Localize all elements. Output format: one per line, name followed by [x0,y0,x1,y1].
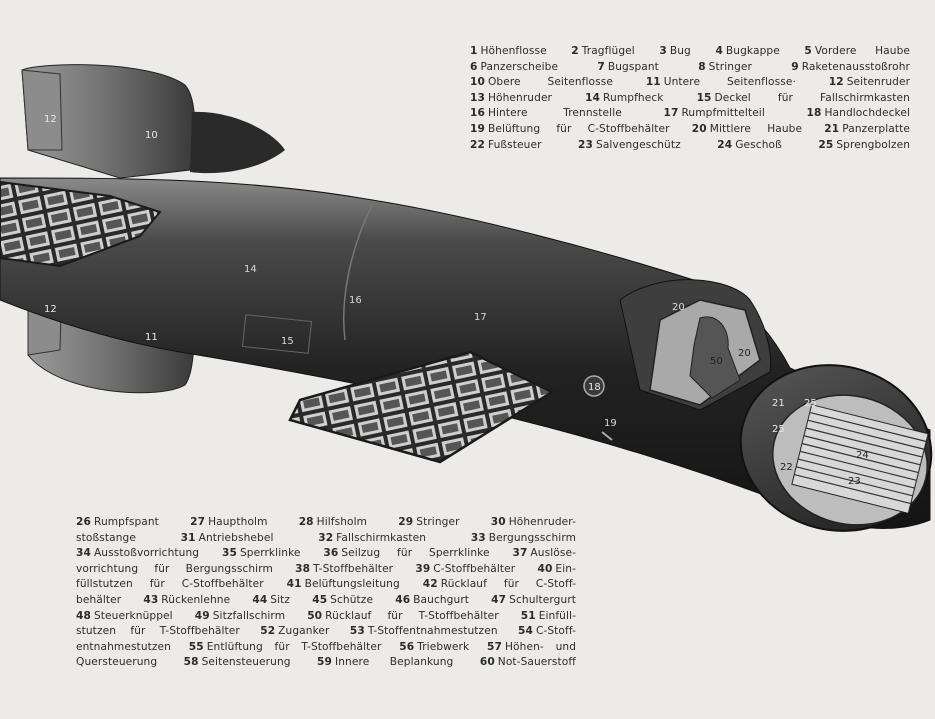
legend-number: 45 [312,593,328,606]
legend-number: 8 [698,60,706,73]
legend-number: 21 [824,122,840,135]
legend-number: 1 [470,45,478,57]
legend-term: Deckel für Fallschirmkasten [714,91,910,104]
legend-number: 30 [490,516,506,528]
legend-entry [287,578,400,590]
part-label: 14 [244,264,257,275]
legend-entry [312,594,373,606]
legend-entry [76,563,273,575]
legend-entry [491,516,576,528]
legend-entry [317,656,453,668]
legend-number: 44 [252,593,268,606]
legend-entry [76,516,159,528]
legend-number: 27 [190,516,206,528]
legend-entry [323,547,489,559]
legend-entry [143,594,230,606]
legend-row [76,546,576,562]
legend-number: 60 [479,656,495,669]
legend-entry [470,92,552,104]
legend-term: Sperrklinke [239,547,301,560]
legend-term: Belüftung für C-Stoffbehälter [487,122,670,135]
part-label: 18 [588,382,601,393]
legend-term: Handlochdeckel [824,107,911,120]
legend-term: Bug [669,45,691,57]
legend-term: Hauptholm [208,516,268,528]
legend-number: 55 [188,640,204,653]
legend-number: 26 [76,516,91,528]
legend-entry [307,610,498,622]
legend-row [76,624,576,640]
legend-number: 40 [537,562,553,575]
legend-number: 51 [520,609,536,622]
legend-number: 54 [517,625,533,638]
legend-term: Bugspant [607,60,659,73]
legend-number: 16 [470,107,485,120]
legend-number: 36 [323,547,339,560]
legend-number: 43 [143,593,159,606]
legend-number: 11 [645,76,661,89]
legend-term: Bauchgurt [413,593,470,606]
legend-entry [571,45,635,57]
legend-number: 14 [585,91,601,104]
legend-entry [184,656,291,668]
legend-number: 29 [398,516,414,528]
legend-entry [471,532,576,544]
legend-term: Rücklauf für C-Stoff- [440,578,576,591]
part-label: 20 [738,348,751,359]
legend-term: Innere Beplankung [335,656,454,669]
legend-entry [181,532,274,544]
legend-number: 32 [318,531,334,544]
legend-entry [76,656,157,668]
legend-entry [189,641,382,653]
legend-number: 39 [415,562,431,575]
legend-term: Seitenruder [846,76,911,89]
legend-term: Mittlere Haube [709,122,803,135]
legend-term: Rumpfspant [93,516,159,528]
legend-number: 9 [791,60,799,73]
legend-term: Raketenausstoßrohr [801,60,910,73]
legend-entry [480,656,576,668]
legend-row [470,44,910,60]
legend-term: T-Stoffbehälter [313,562,394,575]
legend-number: 2 [571,45,579,57]
legend-term: entnahmestutzen [76,640,171,653]
part-label: 11 [145,332,158,343]
part-label: 15 [281,336,294,347]
legend-entry [299,516,367,528]
legend-entry [470,45,547,57]
legend-number: 24 [717,138,733,151]
legend-term: Entlüftung für T-Stoffbehälter [206,640,382,653]
legend-entry [717,139,782,151]
legend-entry [692,123,802,135]
legend-row [470,75,910,91]
legend-entry [521,610,576,622]
part-label: 17 [474,312,487,323]
legend-term: Rückenlehne [161,593,231,606]
legend-number: 53 [349,625,365,638]
legend-term: C-Stoff- [535,625,577,638]
legend-number: 59 [317,656,332,669]
legend-term: Seilzug für Sperrklinke [341,547,490,560]
legend-entry [76,532,136,544]
legend-term: behälter [76,593,122,606]
legend-term: Antriebshebel [198,531,274,544]
legend-row [470,60,910,76]
legend-term: Panzerplatte [842,122,910,135]
legend-term: Hintere Trennstelle [487,107,622,120]
legend-term: Triebwerk [417,640,470,653]
legend-entry [470,139,542,151]
legend-term: Belüftungsleitung [304,578,400,591]
legend-entry [470,76,613,88]
legend-entry [470,123,670,135]
legend-term: Rücklauf für T-Stoffbehälter [325,609,499,622]
part-label: 21 [772,398,785,409]
part-label: 16 [349,295,362,306]
legend-term: Fallschirmkasten [336,531,427,544]
legend-number: 15 [696,91,712,104]
legend-entry [807,107,911,119]
legend-entry [395,594,469,606]
legend-entry [578,139,681,151]
part-label: 25 [804,398,817,409]
legend-term: Sitz [270,593,291,606]
legend-number: 22 [470,138,485,151]
legend-number: 35 [221,547,237,560]
legend-term: Tragflügel [581,45,635,57]
legend-term: Panzerscheibe [480,60,559,73]
legend-number: 49 [194,609,210,622]
legend-number: 58 [183,656,199,669]
legend-entry [487,641,576,653]
legend-row [470,138,910,154]
legend-term: C-Stoffbehälter [433,562,516,575]
legend-term: Höhenruder [487,91,553,104]
tail-fin-shadow [190,112,285,173]
legend-entry [646,76,796,88]
legend-row [76,577,576,593]
legend-term: Schütze [330,593,374,606]
legend-term: Fußsteuer [487,138,542,151]
legend-term: Bergungsschirm [488,531,577,544]
legend-entry [76,547,199,559]
legend-entry [399,641,469,653]
legend-term: Seitensteuerung [201,656,291,669]
legend-number: 28 [298,516,314,528]
legend-entry [318,532,426,544]
legend-entry [76,578,264,590]
legend-entry [537,563,576,575]
legend-number: 33 [470,531,486,544]
legend-term: Hilfsholm [316,516,368,528]
legend-term: Salvengeschütz [596,138,681,151]
legend-entry [190,516,267,528]
legend-term: Vordere Haube [814,45,911,57]
legend-entry [76,625,240,637]
legend-term: Ausstoßvorrichtung [93,547,200,560]
legend-term: füllstutzen für C-Stoffbehälter [76,578,264,591]
legend-term: vorrichtung für Bergungsschirm [76,562,273,575]
legend-number: 4 [715,45,723,57]
legend-term: Quersteuerung [76,656,158,669]
legend-term: Sprengbolzen [836,138,911,151]
legend-number: 41 [286,578,302,591]
legend-number: 47 [491,593,507,606]
part-label: 24 [856,450,869,461]
legend-entry [295,563,393,575]
legend-entry [470,61,558,73]
legend-term: Auslöse- [530,547,576,560]
legend-number: 25 [818,138,834,151]
legend-term: Einfüll- [538,609,576,622]
legend-entry [260,625,329,637]
legend-term: Stringer [708,60,752,73]
legend-entry [195,610,285,622]
legend-entry [715,45,779,57]
legend-number: 52 [260,625,276,638]
legend-entry [252,594,290,606]
legend-entry [659,45,691,57]
legend-number: 48 [76,609,91,622]
legend-entry [518,625,576,637]
legend-number: 5 [804,45,812,57]
legend-row [470,106,910,122]
legend-entry [76,594,121,606]
legend-entry [697,92,910,104]
legend-number: 50 [307,609,323,622]
legend-term: Geschoß [735,138,782,151]
legend-term: Rumpfheck [603,91,664,104]
legend-term: Höhen- und [504,640,577,653]
legend-number: 7 [597,60,605,73]
upper-rudder [22,70,62,150]
legend-entry [824,123,910,135]
legend-entry [512,547,576,559]
part-label: 25 [772,424,785,435]
part-label: 22 [780,462,793,473]
legend-number: 34 [76,547,91,560]
legend-entry [663,107,764,119]
part-label: 12 [44,114,57,125]
legend-entry [398,516,459,528]
legend-number: 10 [470,76,485,89]
legend-entry [222,547,301,559]
part-label: 10 [145,130,158,141]
legend-row [76,515,576,531]
legend-row [76,655,576,671]
legend-entry [350,625,498,637]
legend-number: 17 [663,107,679,120]
legend-number: 31 [180,531,196,544]
legend-term: Steuerknüppel [93,609,173,622]
legend-bottom [76,515,576,671]
legend-row [76,593,576,609]
legend-entry [491,594,576,606]
legend-entry [791,61,910,73]
legend-entry [470,107,622,119]
legend-entry [585,92,663,104]
legend-number: 18 [806,107,822,120]
legend-term: Untere Seitenflosse· [663,76,796,89]
legend-entry [415,563,515,575]
legend-entry [76,610,173,622]
legend-term: Obere Seitenflosse [487,76,613,89]
legend-term: Zuganker [278,625,330,638]
legend-number: 46 [395,593,411,606]
legend-number: 38 [295,562,311,575]
legend-term: stutzen für T-Stoffbehälter [76,625,240,638]
legend-entry [597,61,659,73]
legend-term: Stringer [416,516,460,528]
legend-entry [804,45,910,57]
legend-term: Bugkappe [725,45,780,57]
legend-number: 19 [470,122,485,135]
legend-entry [829,76,910,88]
legend-row [76,640,576,656]
legend-top [470,44,910,153]
part-label: 19 [604,418,617,429]
legend-row [76,609,576,625]
legend-entry [818,139,910,151]
legend-row [470,122,910,138]
legend-term: Schultergurt [509,593,577,606]
legend-term: stoßstange [76,531,136,544]
legend-number: 37 [512,547,528,560]
legend-term: Höhenflosse [480,45,547,57]
part-label: 12 [44,304,57,315]
part-label: 20 [672,302,685,313]
legend-term: Ein- [555,562,576,575]
legend-number: 57 [487,640,502,653]
legend-term: T-Stoffentnahmestutzen [367,625,498,638]
part-label: 50 [710,356,723,367]
legend-row [76,531,576,547]
legend-number: 42 [422,578,438,591]
legend-term: Not-Sauerstoff [497,656,576,669]
legend-number: 56 [399,640,415,653]
legend-number: 23 [578,138,593,151]
legend-number: 20 [691,122,707,135]
legend-entry [423,578,576,590]
legend-term: Höhenruder- [508,516,576,528]
legend-number: 13 [470,91,485,104]
legend-term: Sitzfallschirm [212,609,286,622]
legend-row [76,562,576,578]
legend-row [470,91,910,107]
legend-term: Rumpfmittelteil [681,107,765,120]
legend-number: 12 [828,76,844,89]
legend-number: 3 [659,45,667,57]
legend-entry [76,641,171,653]
part-label: 23 [848,476,861,487]
legend-number: 6 [470,60,478,73]
legend-entry [698,61,752,73]
